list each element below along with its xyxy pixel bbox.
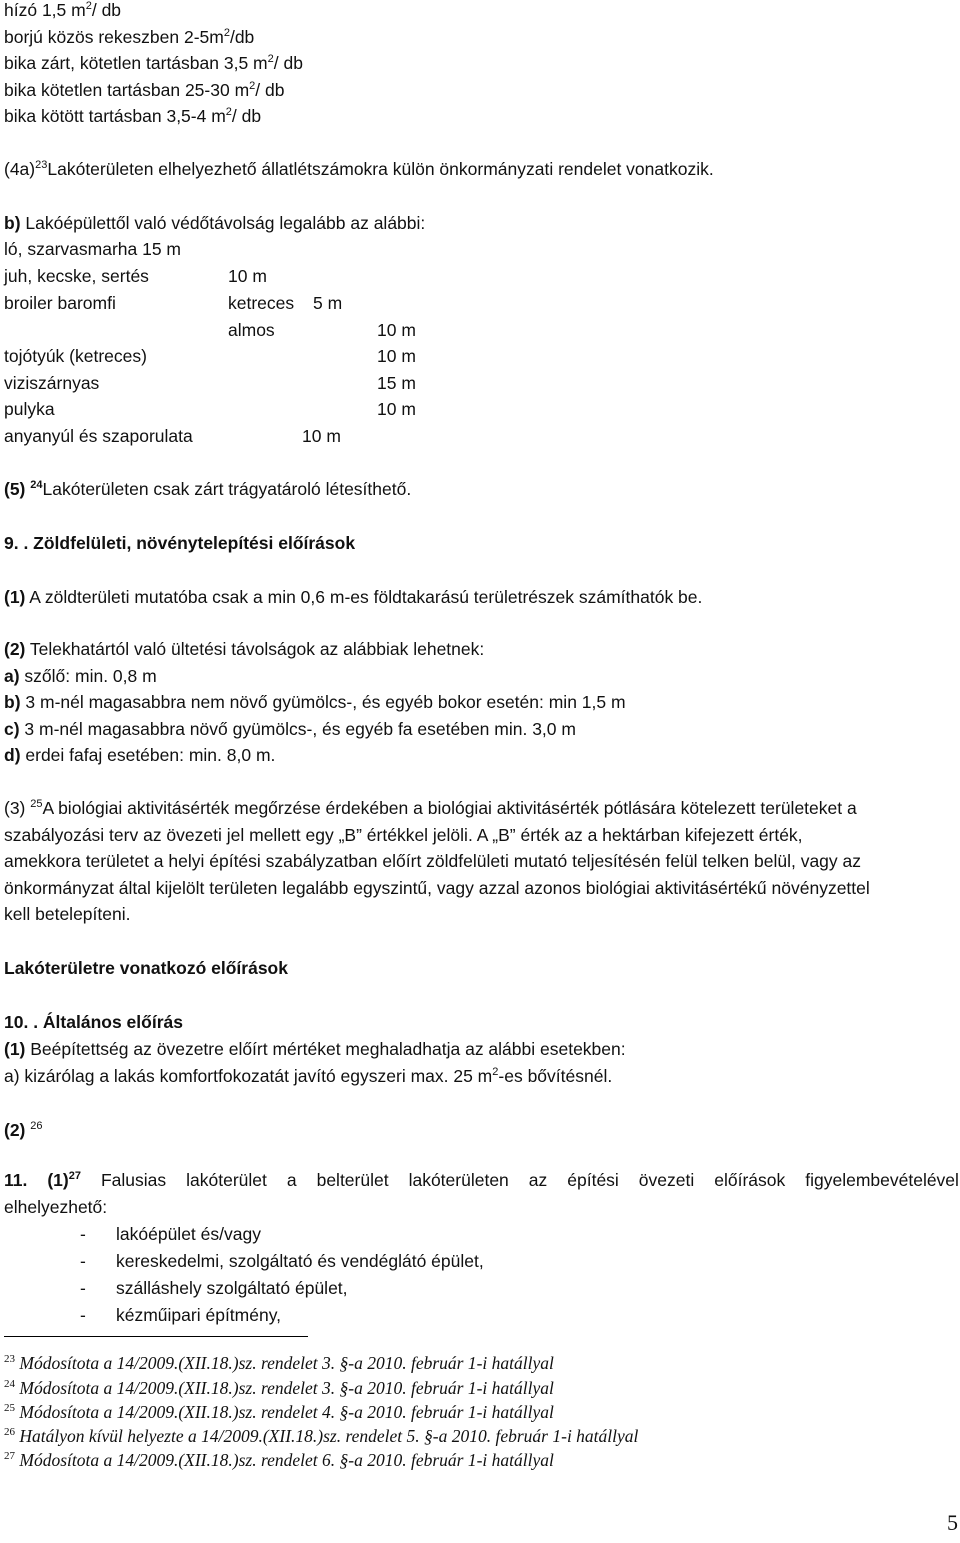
- section-9-item-a: a) szőlő: min. 0,8 m: [4, 666, 157, 686]
- distance-sub-ketreces: ketreces: [228, 293, 295, 313]
- footnote-23: $^{23}$ Módosítota a 14/2009.(XII.18.)sz. rendelet 3. §-a 2010. február 1-i hatállyal: [4, 1353, 554, 1373]
- section-9-p2: (2) Telekhatártól való ültetési távolságok az alábbiak lehetnek:: [4, 639, 485, 659]
- line-hizo: hízó 1,5 $m^2/$ db: [4, 0, 122, 20]
- section-9-p3-line3: amekkora területet a helyi építési szabályzatban előírt zöldfelületi mutató teljesítésén felül telken belül, vagy az: [4, 851, 862, 871]
- section-9-item-d: d) erdei fafaj esetében: min. 8,0 m.: [4, 745, 276, 765]
- section-10-item-a: a) kizárólag a lakás komfortfokozatát javító egyszeri max. 25 $m^2-es$ bővítésnél.: [4, 1066, 613, 1086]
- distance-value-pulyka: 10 m: [377, 399, 416, 419]
- section-9-p3-line1: (3) $^{25}$A biológiai aktivitásérték megőrzése érdekében a biológiai aktivitásérték pótlására kötelezett területeket a: [4, 798, 857, 818]
- line-bika-zart: bika zárt, kötetlen tartásban 3,5 $m^2/$ db: [4, 53, 303, 73]
- list-item: lakóépület és/vagy: [116, 1224, 261, 1244]
- distance-value-viziszarnyas: 15 m: [377, 373, 416, 393]
- list-item: kézműipari építmény,: [116, 1305, 282, 1325]
- list-item: kereskedelmi, szolgáltató és vendéglátó épület,: [116, 1251, 484, 1271]
- section-10-title: 10. . Általános előírás: [4, 1012, 183, 1032]
- list-item: szálláshely szolgáltató épület,: [116, 1278, 348, 1298]
- section-9-p3-line2: szabályozási terv az övezeti jel mellett egy „B” értékkel jelöli. A „B” érték az a hektárban kifejezett érték,: [4, 825, 803, 845]
- paragraph-5: (5) $^{24}$Lakóterületen csak zárt trágyatároló létesíthető.: [4, 479, 412, 499]
- distance-value-almos: 10 m: [377, 320, 416, 340]
- line-bika-kotetlen: bika kötetlen tartásban 25-30 $m^2/$ db: [4, 80, 285, 100]
- section-11-line2: elhelyezhető:: [4, 1197, 108, 1217]
- distance-label-tojotyuk: tojótyúk (ketreces): [4, 346, 147, 366]
- list-dash: -: [80, 1278, 86, 1298]
- distance-value-juh: 10 m: [228, 266, 267, 286]
- section-9-p3-line5: kell betelepíteni.: [4, 904, 131, 924]
- section-10-p1: (1) Beépítettség az övezetre előírt mértéket meghaladhatja az alábbi esetekben:: [4, 1039, 626, 1059]
- distance-label-viziszarnyas: viziszárnyas: [4, 373, 100, 393]
- distance-label-pulyka: pulyka: [4, 399, 55, 419]
- line-bika-kotott: bika kötött tartásban 3,5-4 $m^2/$ db: [4, 106, 262, 126]
- section-9-p1: (1) A zöldterületi mutatóba csak a min 0,6 m-es földtakarású területrészek számíthatók be.: [4, 587, 703, 607]
- lakoterulet-heading: Lakóterületre vonatkozó előírások: [4, 958, 288, 978]
- footnote-24: $^{24}$ Módosítota a 14/2009.(XII.18.)sz. rendelet 3. §-a 2010. február 1-i hatállyal: [4, 1378, 554, 1398]
- paragraph-4a: $(4a)^{23}Lakóterületen$ elhelyezhető állatlétszámokra külön önkormányzati rendelet vonatkozik.: [4, 159, 714, 179]
- distance-label-anyanyul: anyanyúl és szaporulata: [4, 426, 193, 446]
- distance-row-lo: ló, szarvasmarha 15 m: [4, 239, 182, 259]
- list-dash: -: [80, 1224, 86, 1244]
- list-dash: -: [80, 1251, 86, 1271]
- footnote-separator: [4, 1336, 308, 1337]
- section-9-item-b: b) 3 m-nél magasabbra nem növő gyümölcs-, és egyéb bokor esetén: min 1,5 m: [4, 692, 626, 712]
- list-dash: -: [80, 1305, 86, 1325]
- line-borju: borjú közös rekeszben $2-5m^2/db$: [4, 27, 255, 47]
- footnote-27: $^{27}$ Módosítota a 14/2009.(XII.18.)sz. rendelet 6. §-a 2010. február 1-i hatállyal: [4, 1450, 554, 1470]
- distances-heading: b) Lakóépülettől való védőtávolság legalább az alábbi:: [4, 213, 426, 233]
- section-9-title: 9. . Zöldfelületi, növénytelepítési előírások: [4, 533, 356, 553]
- section-9-item-c: c) 3 m-nél magasabbra növő gyümölcs-, és egyéb fa esetében min. 3,0 m: [4, 719, 576, 739]
- footnote-25: $^{25}$ Módosítota a 14/2009.(XII.18.)sz. rendelet 4. §-a 2010. február 1-i hatállyal: [4, 1402, 554, 1422]
- distance-label-juh: juh, kecske, sertés: [4, 266, 149, 286]
- section-11-line1: 11. $(1)^{27}$ Falusias lakóterület a belterület lakóterületen az építési övezeti előírások figyelembevételével: [4, 1170, 959, 1190]
- section-9-p3-line4: önkormányzat által kijelölt területen legalább egyszintű, vagy azzal azonos biológiai aktivitásértékű növényzettel: [4, 878, 870, 898]
- distance-value-tojotyuk: 10 m: [377, 346, 416, 366]
- distance-label-broiler: broiler baromfi: [4, 293, 116, 313]
- distance-value-anyanyul: 10 m: [302, 426, 341, 446]
- distance-sub-almos: almos: [228, 320, 275, 340]
- footnote-26: $^{26}$ Hatályon kívül helyezte a 14/2009.(XII.18.)sz. rendelet 5. §-a 2010. február 1-i hatállyal: [4, 1426, 639, 1446]
- distance-value-ketreces: 5 m: [313, 293, 343, 313]
- section-10-p2: (2) $^{26}$: [4, 1120, 43, 1140]
- page-number: 5: [947, 1510, 958, 1535]
